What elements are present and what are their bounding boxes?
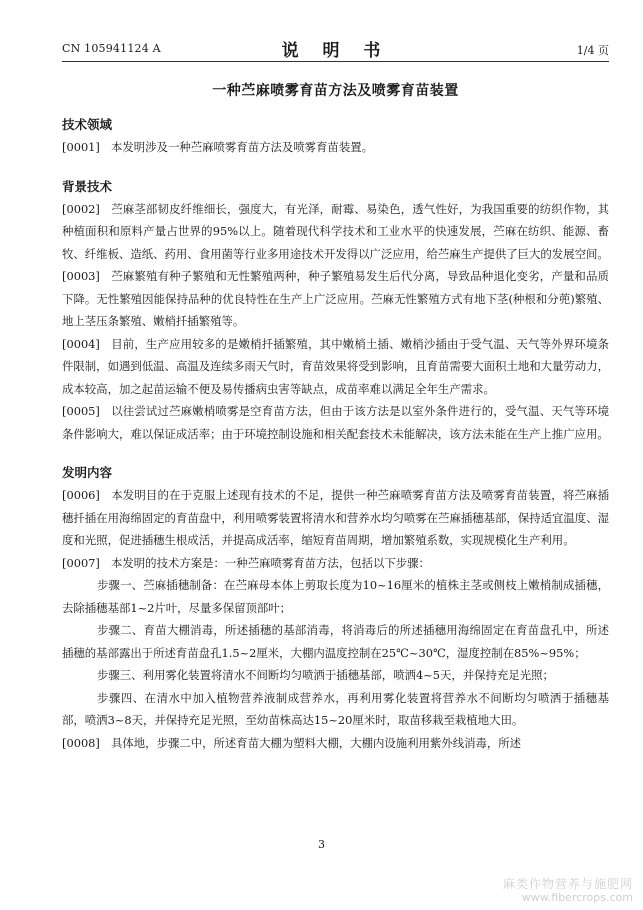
section-technical-field xyxy=(62,115,609,159)
paragraph-number: [0001] xyxy=(62,140,100,154)
section-heading: 发明内容 xyxy=(62,465,113,480)
paragraph-number: [0005] xyxy=(62,404,100,418)
paragraph xyxy=(62,484,609,552)
paragraph-text: 目前，生产应用较多的是嫩梢扦插繁殖，其中嫩梢土插、嫩梢沙插由于受气温、天气等外界环境条件限制，如遇到低温、高温及连续多雨天气时，育苗效果将受到影响，且育苗需要大面积土地和大量劳动力，成本较高，加之起苗运输不便及易传播病虫害等缺点，成苗率难以满足全年生产需求。 xyxy=(62,336,609,396)
paragraph-text: 本发明涉及一种苎麻喷雾育苗方法及喷雾育苗装置。 xyxy=(111,140,373,154)
paragraph-number: [0006] xyxy=(62,488,100,502)
paragraph-text: 苎麻茎部韧皮纤维细长，强度大，有光泽，耐霉、易染色，透气性好，为我国重要的纺织作物，其种植面积和原料产量占世界的95%以上。随着现代科学技术和工业水平的快速发展，苎麻在纺织、能源、畜牧、纤维板、造纸、药用、食用菌等行业多用途技术开发得以广泛应用，给苎麻生产提供了巨大的发展空间。 xyxy=(62,201,609,261)
paragraph xyxy=(62,333,609,401)
page-indicator: 1/4 页 xyxy=(576,44,609,57)
section-heading: 技术领域 xyxy=(62,117,113,132)
section-heading: 背景技术 xyxy=(62,178,113,194)
patent-number: CN 105941124 A xyxy=(62,42,161,55)
paragraph-text: 本发明的技术方案是：一种苎麻喷雾育苗方法，包括以下步骤： xyxy=(111,555,430,570)
document-body xyxy=(62,115,609,772)
paragraph-number: [0004] xyxy=(62,336,100,351)
site-watermark xyxy=(503,878,633,904)
document-title: 一种苎麻喷雾育苗方法及喷雾育苗装置 xyxy=(212,83,459,99)
paragraph xyxy=(62,732,609,755)
paragraph-text: 苎麻繁殖有种子繁殖和无性繁殖两种，种子繁殖易发生后代分离，导致品种退化变劣，产量和品质下降。无性繁殖因能保持品种的优良特性在生产上广泛应用。苎麻无性繁殖方式有地下茎(种根和分蔸)繁殖、地上茎压条繁殖、嫩梢扦插繁殖等。 xyxy=(62,269,609,328)
paragraph-number: [0007] xyxy=(62,555,100,570)
method-step: 步骤三、利用雾化装置将清水不间断均匀喷洒于插穗基部，喷洒4~5天，并保持充足光照； xyxy=(97,668,554,682)
watermark-site-name: 麻类作物营养与施肥网 xyxy=(502,877,633,891)
method-step: 步骤二、育苗大棚消毒，所述插穗的基部消毒，将消毒后的所述插穗用海绵固定在育苗盘孔中，所述插穗的基部露出于所述育苗盘孔1.5~2厘米，大棚内温度控制在25℃~30℃，湿度控制在85%~95%； xyxy=(62,623,609,660)
paragraph xyxy=(62,136,609,159)
method-step: 步骤一、苎麻插穗制备：在苎麻母本体上剪取长度为10~16厘米的植株主茎或侧枝上嫩梢制成插穗，去除插穗基部1~2片叶，尽量多保留顶部叶； xyxy=(62,578,609,615)
section-summary xyxy=(62,463,609,754)
paragraph-text: 以往尝试过苎麻嫩梢喷雾是空育苗方法，但由于该方法是以室外条件进行的，受气温、天气等环境条件影响大，难以保证成活率；由于环境控制设施和相关配套技术未能解决，该方法未能在生产上推广应用。 xyxy=(62,404,609,441)
paragraph-number: [0003] xyxy=(62,269,100,283)
paragraph xyxy=(62,552,609,575)
paragraph xyxy=(62,265,609,333)
method-step: 步骤四、在清水中加入植物营养液制成营养水，再利用雾化装置将营养水不间断均匀喷洒于插穗基部，喷洒3~8天，并保持充足光照，至幼苗株高达15~20厘米时，取苗移栽至栽植地大田。 xyxy=(62,690,609,727)
paragraph xyxy=(62,400,609,445)
paragraph-text: 具体地，步骤二中，所述育苗大棚为塑料大棚，大棚内设施利用紫外线消毒，所述 xyxy=(111,735,522,750)
paragraph-number: [0008] xyxy=(62,735,100,750)
paragraph xyxy=(62,198,609,266)
page-number: 3 xyxy=(318,838,325,851)
watermark-url: www.fibercrops.com xyxy=(521,891,633,904)
paragraph-text: 本发明目的在于克服上述现有技术的不足，提供一种苎麻喷雾育苗方法及喷雾育苗装置，将苎麻插穗扦插在用海绵固定的育苗盘中，利用喷雾装置将清水和营养水均匀喷雾在苎麻插穗基部，保持适宜温度、湿度和光照，促进插穗生根成活，并提高成活率，缩短育苗周期，增加繁殖系数，实现规模化生产利用。 xyxy=(62,488,609,547)
page-header xyxy=(62,36,609,62)
section-background xyxy=(62,177,609,446)
document-type: 说 明 书 xyxy=(281,41,390,61)
paragraph-number: [0002] xyxy=(62,201,100,216)
